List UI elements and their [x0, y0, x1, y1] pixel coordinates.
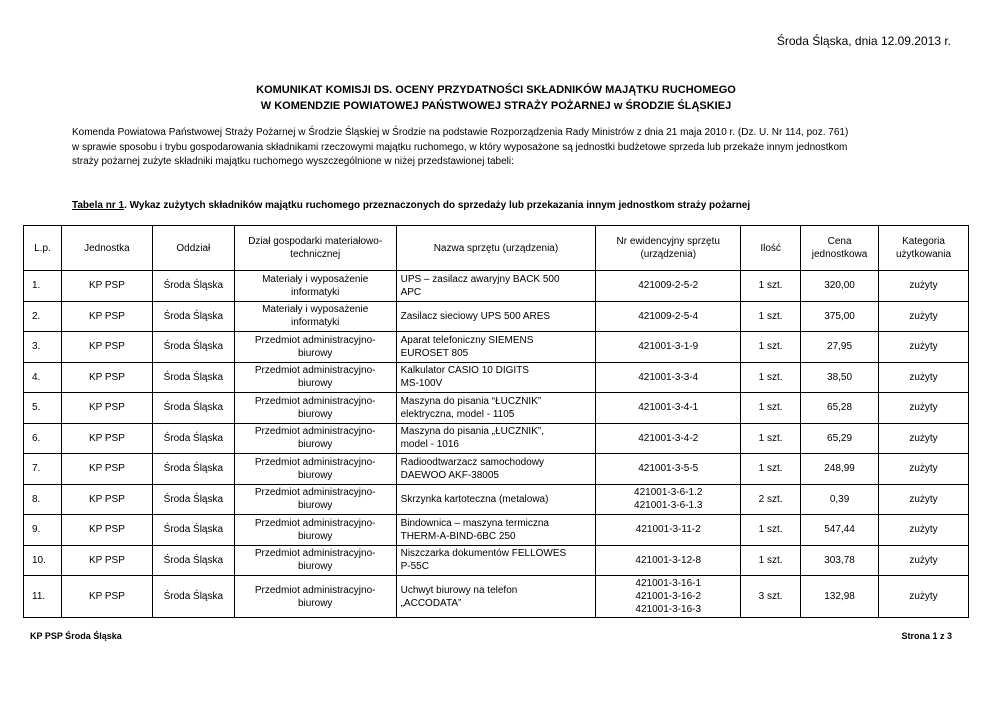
cell-cena: 320,00 [801, 271, 879, 302]
cell-kategoria: zużyty [879, 332, 969, 363]
table-row [24, 393, 969, 424]
cell-cena: 547,44 [801, 515, 879, 546]
cell-cena: 65,28 [801, 393, 879, 424]
cell-nazwa [396, 515, 596, 546]
cell-jednostka: KP PSP [61, 393, 152, 424]
cell-ilosc: 1 szt. [741, 301, 801, 332]
header-jednostka: Jednostka [61, 226, 152, 271]
document-title [0, 82, 992, 114]
cell-dzial-line: biurowy [297, 530, 333, 542]
cell-cena: 375,00 [801, 301, 879, 332]
cell-nr [596, 423, 741, 454]
cell-nr-line: 421001-3-3-4 [638, 371, 699, 383]
cell-lp: 1. [24, 271, 62, 302]
cell-nr-line: 421001-3-6-1.2 [634, 487, 703, 499]
header-kategoria-line-2: użytkowania [896, 249, 952, 260]
cell-jednostka: KP PSP [61, 545, 152, 576]
header-lp: L.p. [24, 226, 62, 271]
cell-lp: 8. [24, 484, 62, 515]
table-row [24, 545, 969, 576]
cell-nazwa-line: THERM-A-BIND-6BC 250 [400, 530, 516, 542]
cell-nazwa [396, 484, 596, 515]
cell-dzial [234, 545, 396, 576]
cell-oddzial: Środa Śląska [152, 515, 234, 546]
cell-jednostka: KP PSP [61, 484, 152, 515]
cell-oddzial: Środa Śląska [152, 576, 234, 618]
cell-lp: 4. [24, 362, 62, 393]
cell-nr [596, 332, 741, 363]
cell-oddzial: Środa Śląska [152, 362, 234, 393]
cell-dzial-line: Przedmiot administracyjno- [254, 487, 376, 499]
cell-ilosc: 1 szt. [741, 454, 801, 485]
cell-lp: 7. [24, 454, 62, 485]
cell-oddzial: Środa Śląska [152, 301, 234, 332]
title-line-2: W KOMENDZIE POWIATOWEJ PAŃSTWOWEJ STRAŻY POŻARNEJ w ŚRODZIE ŚLĄSKIEJ [260, 100, 732, 112]
header-kategoria [879, 226, 969, 271]
cell-nr-line: 421001-3-6-1.3 [634, 500, 703, 512]
cell-dzial [234, 393, 396, 424]
cell-dzial-line: Przedmiot administracyjno- [254, 548, 376, 560]
header-dzial-line-1: Dział gospodarki materiałowo- [248, 236, 383, 247]
cell-nr-line: 421001-3-5-5 [638, 463, 699, 475]
cell-cena: 248,99 [801, 454, 879, 485]
header-oddzial: Oddział [152, 226, 234, 271]
cell-nr-line: 421001-3-4-1 [638, 402, 699, 414]
header-cena [801, 226, 879, 271]
header-cena-line-2: jednostkowa [811, 249, 868, 260]
cell-kategoria: zużyty [879, 423, 969, 454]
cell-dzial [234, 454, 396, 485]
cell-dzial-line: Przedmiot administracyjno- [254, 456, 376, 468]
cell-jednostka: KP PSP [61, 301, 152, 332]
cell-oddzial: Środa Śląska [152, 332, 234, 363]
cell-dzial [234, 484, 396, 515]
cell-kategoria: zużyty [879, 484, 969, 515]
header-cena-line-1: Cena [827, 236, 852, 247]
cell-nazwa [396, 332, 596, 363]
cell-ilosc: 1 szt. [741, 332, 801, 363]
cell-cena: 0,39 [801, 484, 879, 515]
cell-lp: 11. [24, 576, 62, 618]
cell-dzial-line: Przedmiot administracyjno- [254, 584, 376, 596]
cell-dzial-line: Przedmiot administracyjno- [254, 395, 376, 407]
cell-nr-line: 421001-3-11-2 [635, 524, 701, 536]
cell-ilosc: 1 szt. [741, 515, 801, 546]
cell-nr [596, 301, 741, 332]
cell-jednostka: KP PSP [61, 454, 152, 485]
cell-nazwa-line: EUROSET 805 [400, 347, 469, 359]
cell-cena: 65,29 [801, 423, 879, 454]
cell-nazwa [396, 301, 596, 332]
cell-nazwa-line: Bindownica – maszyna termiczna [400, 517, 549, 529]
cell-nazwa-line: Uchwyt biurowy na telefon [400, 584, 518, 596]
cell-dzial-line: informatyki [291, 286, 340, 298]
cell-dzial [234, 362, 396, 393]
cell-lp: 9. [24, 515, 62, 546]
cell-dzial [234, 576, 396, 618]
cell-cena: 132,98 [801, 576, 879, 618]
cell-kategoria: zużyty [879, 576, 969, 618]
cell-dzial-line: Przedmiot administracyjno- [254, 365, 376, 377]
cell-oddzial: Środa Śląska [152, 271, 234, 302]
cell-lp: 10. [24, 545, 62, 576]
cell-ilosc: 1 szt. [741, 362, 801, 393]
cell-cena: 38,50 [801, 362, 879, 393]
cell-nr-line: 421009-2-5-2 [638, 280, 699, 292]
cell-jednostka: KP PSP [61, 332, 152, 363]
cell-kategoria: zużyty [879, 545, 969, 576]
cell-nr-line: 421001-3-1-9 [638, 341, 699, 353]
cell-dzial-line: Przedmiot administracyjno- [254, 334, 376, 346]
table-row [24, 454, 969, 485]
cell-dzial-line: biurowy [297, 347, 333, 359]
cell-lp: 2. [24, 301, 62, 332]
cell-nazwa-line: model - 1016 [400, 439, 459, 451]
cell-oddzial: Środa Śląska [152, 454, 234, 485]
cell-nazwa-line: Skrzynka kartoteczna (metalowa) [400, 493, 549, 505]
footer-unit: KP PSP Środa Śląska [30, 631, 122, 641]
cell-dzial [234, 271, 396, 302]
cell-nr-line: 421009-2-5-4 [638, 310, 699, 322]
cell-nr [596, 393, 741, 424]
table-body [24, 271, 969, 618]
table-caption-label: Tabela nr 1 [72, 200, 125, 211]
cell-oddzial: Środa Śląska [152, 545, 234, 576]
table-header-row [24, 226, 969, 271]
cell-cena: 27,95 [801, 332, 879, 363]
cell-nazwa-line: UPS – zasilacz awaryjny BACK 500 [400, 273, 560, 285]
cell-nazwa [396, 423, 596, 454]
cell-ilosc: 2 szt. [741, 484, 801, 515]
cell-jednostka: KP PSP [61, 423, 152, 454]
cell-ilosc: 1 szt. [741, 393, 801, 424]
header-dzial [234, 226, 396, 271]
header-kategoria-line-1: Kategoria [902, 236, 945, 247]
cell-nr-line: 421001-3-16-2 [635, 591, 702, 602]
intro-line-2: w sprawie sposobu i trybu gospodarowania składnikami rzeczowymi majątku ruchomego, w który wyposażone są jednostki budżetowe sprzeda lub przekaże innym jednostkom [72, 141, 848, 153]
cell-nr [596, 454, 741, 485]
cell-kategoria: zużyty [879, 301, 969, 332]
cell-nr-line: 421001-3-4-2 [638, 432, 699, 444]
cell-nazwa-line: MS-100V [400, 378, 443, 390]
cell-dzial-line: biurowy [297, 378, 333, 390]
cell-kategoria: zużyty [879, 362, 969, 393]
cell-cena: 303,78 [801, 545, 879, 576]
cell-oddzial: Środa Śląska [152, 423, 234, 454]
cell-nazwa [396, 393, 596, 424]
cell-jednostka: KP PSP [61, 576, 152, 618]
cell-dzial-line: biurowy [297, 500, 333, 512]
cell-nazwa-line: Aparat telefoniczny SIEMENS [400, 334, 534, 346]
title-line-1: KOMUNIKAT KOMISJI DS. OCENY PRZYDATNOŚCI SKŁADNIKÓW MAJĄTKU RUCHOMEGO [256, 84, 736, 96]
cell-ilosc: 3 szt. [741, 576, 801, 618]
cell-nazwa-line: Maszyna do pisania „ŁUCZNIK”, [400, 426, 544, 438]
table-caption [72, 200, 750, 211]
cell-nazwa [396, 454, 596, 485]
table-row [24, 515, 969, 546]
header-nazwa: Nazwa sprzętu (urządzenia) [396, 226, 596, 271]
cell-kategoria: zużyty [879, 393, 969, 424]
table-row [24, 362, 969, 393]
table-row [24, 332, 969, 363]
cell-dzial-line: biurowy [297, 597, 333, 609]
table-row [24, 576, 969, 618]
cell-oddzial: Środa Śląska [152, 393, 234, 424]
cell-dzial-line: biurowy [297, 561, 333, 573]
intro-line-3: straży pożarnej zużyte składniki majątku ruchomego wyszczególnione w niżej przedstawionej tabeli: [72, 156, 514, 167]
cell-nr [596, 545, 741, 576]
cell-dzial-line: Przedmiot administracyjno- [254, 426, 376, 438]
cell-nazwa-line: Niszczarka dokumentów FELLOWES [400, 548, 567, 560]
cell-lp: 6. [24, 423, 62, 454]
cell-nazwa-line: Radioodtwarzacz samochodowy [400, 456, 544, 468]
cell-dzial-line: Przedmiot administracyjno- [254, 517, 376, 529]
document-date: Środa Śląska, dnia 12.09.2013 r. [776, 34, 951, 48]
cell-dzial-line: biurowy [297, 408, 333, 420]
cell-dzial-line: Materiały i wyposażenie [262, 304, 369, 316]
cell-nr [596, 515, 741, 546]
cell-ilosc: 1 szt. [741, 423, 801, 454]
cell-jednostka: KP PSP [61, 515, 152, 546]
cell-nazwa-line: APC [400, 286, 422, 298]
cell-nr [596, 271, 741, 302]
cell-nazwa-line: DAEWOO AKF-38005 [400, 469, 499, 481]
cell-lp: 5. [24, 393, 62, 424]
cell-nr [596, 362, 741, 393]
cell-nazwa [396, 362, 596, 393]
cell-kategoria: zużyty [879, 515, 969, 546]
cell-jednostka: KP PSP [61, 271, 152, 302]
cell-kategoria: zużyty [879, 271, 969, 302]
cell-nazwa-line: P-55C [400, 561, 429, 573]
intro-line-1: Komenda Powiatowa Państwowej Straży Pożarnej w Środzie Śląskiej w Środzie na podstawie Rozporządzenia Rady Ministrów z dnia 21 maja 2010 r. (Dz. U. Nr 114, poz. 761) [72, 127, 849, 138]
cell-dzial [234, 332, 396, 363]
cell-ilosc: 1 szt. [741, 545, 801, 576]
cell-nr-line: 421001-3-12-8 [635, 554, 702, 566]
header-nr-line-1: Nr ewidencyjny sprzętu [616, 236, 720, 247]
cell-dzial-line: informatyki [291, 317, 340, 329]
intro-paragraph [72, 126, 932, 170]
header-dzial-line-2: technicznej [290, 249, 341, 260]
header-nr [596, 226, 741, 271]
cell-nazwa-line: elektryczna, model - 1105 [400, 408, 515, 420]
cell-nazwa [396, 271, 596, 302]
footer-page-number: Strona 1 z 3 [901, 631, 952, 641]
cell-nazwa-line: „ACCODATA” [400, 597, 462, 609]
cell-dzial [234, 515, 396, 546]
cell-dzial-line: biurowy [297, 439, 333, 451]
cell-jednostka: KP PSP [61, 362, 152, 393]
cell-lp: 3. [24, 332, 62, 363]
table-row [24, 271, 969, 302]
cell-nr-line: 421001-3-16-3 [635, 604, 702, 615]
assets-table [23, 225, 969, 618]
cell-kategoria: zużyty [879, 454, 969, 485]
cell-nr [596, 576, 741, 618]
cell-nazwa-line: Kalkulator CASIO 10 DIGITS [400, 365, 529, 377]
header-ilosc: Ilość [741, 226, 801, 271]
cell-dzial-line: Materiały i wyposażenie [262, 273, 369, 285]
cell-nr [596, 484, 741, 515]
cell-dzial [234, 423, 396, 454]
cell-oddzial: Środa Śląska [152, 484, 234, 515]
cell-nazwa [396, 576, 596, 618]
header-nr-line-2: (urządzenia) [640, 249, 697, 260]
table-row [24, 301, 969, 332]
cell-nazwa-line: Zasilacz sieciowy UPS 500 ARES [400, 310, 551, 322]
cell-nazwa [396, 545, 596, 576]
cell-dzial [234, 301, 396, 332]
cell-dzial-line: biurowy [297, 469, 333, 481]
cell-nr-line: 421001-3-16-1 [635, 578, 702, 589]
table-row [24, 423, 969, 454]
table-row [24, 484, 969, 515]
cell-ilosc: 1 szt. [741, 271, 801, 302]
table-caption-text: . Wykaz zużytych składników majątku ruchomego przeznaczonych do sprzedaży lub przekazania innym jednostkom straży pożarnej [124, 200, 751, 211]
cell-nazwa-line: Maszyna do pisania “ŁUCZNIK” [400, 395, 542, 407]
